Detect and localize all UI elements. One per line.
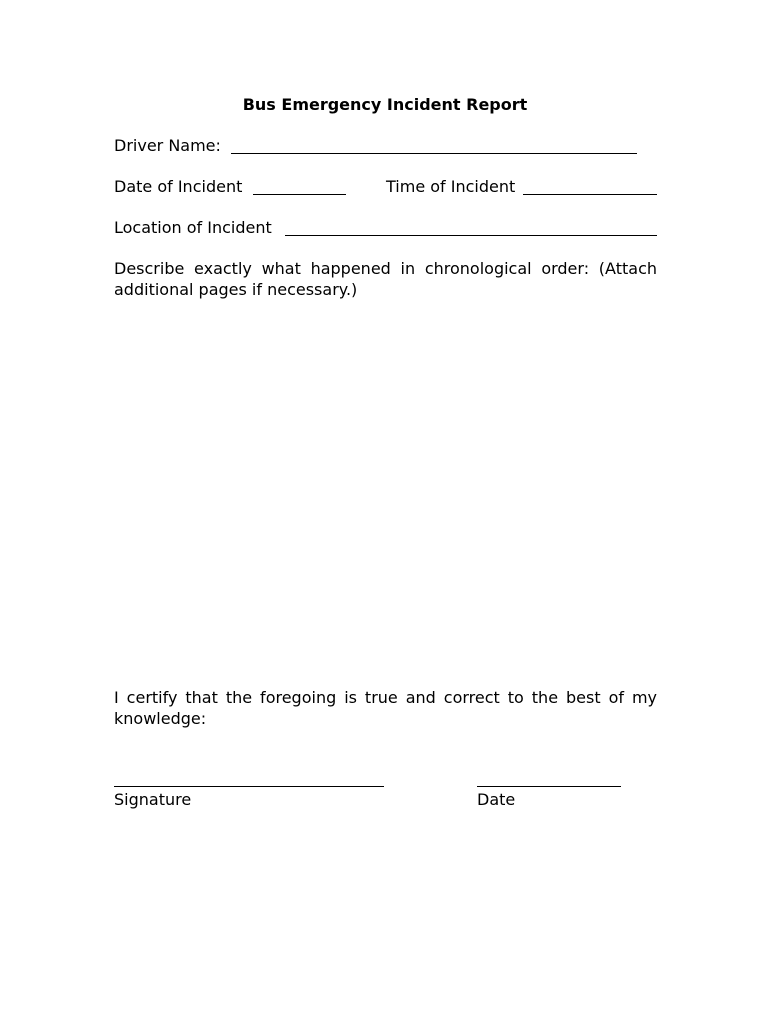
date-of-incident-field[interactable]: [253, 194, 346, 195]
driver-name-label: Driver Name:: [114, 136, 221, 155]
driver-name-field[interactable]: [231, 153, 637, 154]
date-of-incident-row: [114, 177, 242, 197]
location-of-incident-field[interactable]: [285, 235, 657, 236]
location-of-incident-label: Location of Incident: [114, 218, 272, 237]
signature-date-label: Date: [477, 790, 516, 809]
incident-description-area[interactable]: [114, 310, 657, 680]
time-of-incident-label: Time of Incident: [386, 177, 516, 196]
incident-description-instructions: Describe exactly what happened in chronological order: (Attach additional pages if necessary.): [114, 259, 657, 299]
certification-statement: I certify that the foregoing is true and correct to the best of my knowledge:: [114, 688, 657, 728]
time-of-incident-row: [386, 177, 515, 197]
report-title: Bus Emergency Incident Report: [242, 95, 528, 114]
signature-date-field[interactable]: [477, 786, 621, 787]
date-of-incident-label: Date of Incident: [114, 177, 243, 196]
location-of-incident-row: [114, 218, 272, 238]
driver-name-row: [114, 136, 221, 156]
signature-field[interactable]: [114, 786, 384, 787]
time-of-incident-field[interactable]: [523, 194, 657, 195]
signature-label: Signature: [114, 790, 192, 809]
